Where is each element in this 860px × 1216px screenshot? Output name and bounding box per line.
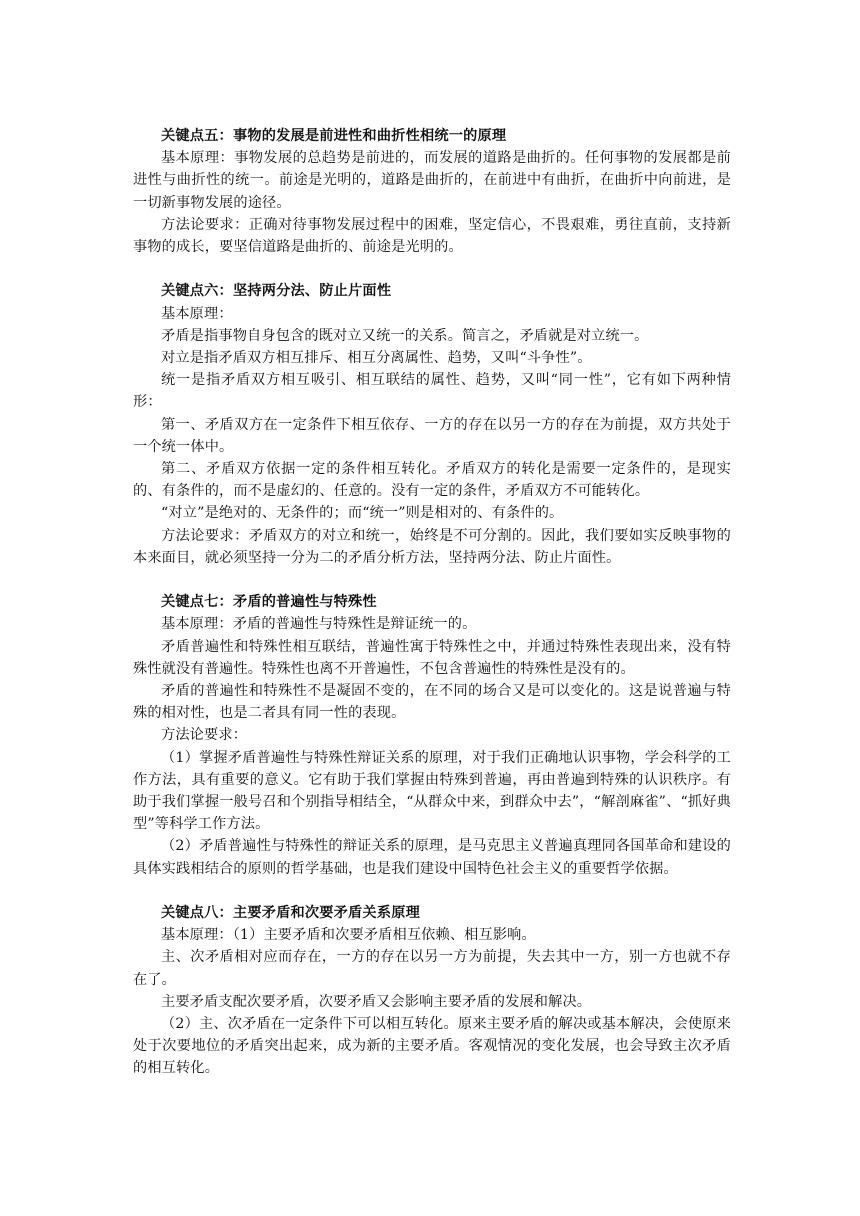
section-heading: 关键点五：事物的发展是前进性和曲折性相统一的原理: [161, 128, 507, 144]
paragraph: 统一是指矛盾双方相互吸引、相互联结的属性、趋势，又叫“同一性”，它有如下两种情形：: [133, 372, 731, 411]
paragraph: 方法论要求：正确对待事物发展过程中的困难，坚定信心，不畏艰难，勇往直前，支持新事物的成长，要坚信道路是曲折的、前途是光明的。: [133, 216, 731, 256]
paragraph: 基本原理：矛盾的普遍性与特殊性是辩证统一的。: [161, 616, 477, 633]
paragraph: 方法论要求：矛盾双方的对立和统一，始终是不可分割的。因此，我们要如实反映事物的本来面目，就必须坚持一分为二的矛盾分析方法，坚持两分法、防止片面性。: [133, 527, 731, 566]
paragraph: 主要矛盾支配次要矛盾，次要矛盾又会影响主要矛盾的发展和解决。: [161, 993, 592, 1010]
section-key-point-8: [133, 902, 731, 1080]
paragraph: 第一、矛盾双方在一定条件下相互依存、一方的存在以另一方的存在为前提，双方共处于一个统一体中。: [133, 416, 731, 455]
section-heading: 关键点八：主要矛盾和次要矛盾关系原理: [161, 905, 420, 922]
section-key-point-5: [133, 125, 731, 258]
paragraph: 主、次矛盾相对应而存在，一方的存在以另一方为前提，失去其中一方，别一方也就不存在了。: [133, 949, 731, 988]
paragraph: 矛盾是指事物自身包含的既对立又统一的关系。简言之，矛盾就是对立统一。: [161, 327, 649, 344]
paragraph: （2）矛盾普遍性与特殊性的辩证关系的原理，是马克思主义普遍真理同各国革命和建设的具体实践相结合的原则的哲学基础，也是我们建设中国特色社会主义的重要哲学依据。: [133, 838, 731, 877]
paragraph: 基本原理：事物发展的总趋势是前进的，而发展的道路是曲折的。任何事物的发展都是前进性与曲折性的统一。前途是光明的，道路是曲折的，在前进中有曲折，在曲折中向前进，是一切新事物发展的途径。: [133, 150, 731, 211]
paragraph: 矛盾的普遍性和特殊性不是凝固不变的，在不同的场合又是可以变化的。这是说普遍与特殊的相对性，也是二者具有同一性的表现。: [133, 683, 731, 722]
paragraph: 对立是指矛盾双方相互排斥、相互分离属性、趋势，又叫“斗争性”。: [161, 350, 592, 367]
paragraph: （2）主、次矛盾在一定条件下可以相互转化。原来主要矛盾的解决或基本解决，会使原来处于次要地位的矛盾突出起来，成为新的主要矛盾。客观情况的变化发展，也会导致主次矛盾的相互转化。: [133, 1016, 731, 1077]
paragraph: 矛盾普遍性和特殊性相互联结，普遍性寓于特殊性之中，并通过特殊性表现出来，没有特殊性就没有普遍性。特殊性也离不开普遍性，不包含普遍性的特殊性是没有的。: [133, 638, 731, 677]
paragraph: 基本原理：（1）主要矛盾和次要矛盾相互依赖、相互影响。: [161, 927, 536, 944]
paragraph: 基本原理：: [161, 305, 233, 322]
paragraph: 方法论要求：: [161, 727, 248, 744]
section-heading: 关键点七：矛盾的普遍性与特殊性: [161, 594, 377, 611]
section-heading: 关键点六：坚持两分法、防止片面性: [161, 283, 392, 300]
section-key-point-7: [133, 591, 731, 880]
section-key-point-6: [133, 280, 731, 569]
paragraph: （1）掌握矛盾普遍性与特殊性辩证关系的原理，对于我们正确地认识事物，学会科学的工作方法，具有重要的意义。它有助于我们掌握由特殊到普遍，再由普遍到特殊的认识秩序。有助于我们掌握一般号召和个别指导相结全，“从群众中来，到群众中去”，“解剖麻雀”、“抓好典型”等科学工作方法。: [133, 749, 731, 833]
paragraph: 第二、矛盾双方依据一定的条件相互转化。矛盾双方的转化是需要一定条件的，是现实的、有条件的，而不是虚幻的、任意的。没有一定的条件，矛盾双方不可能转化。: [133, 461, 731, 500]
paragraph: “对立”是绝对的、无条件的；而“统一”则是相对的、有条件的。: [161, 505, 564, 522]
document-page: [133, 125, 731, 1080]
